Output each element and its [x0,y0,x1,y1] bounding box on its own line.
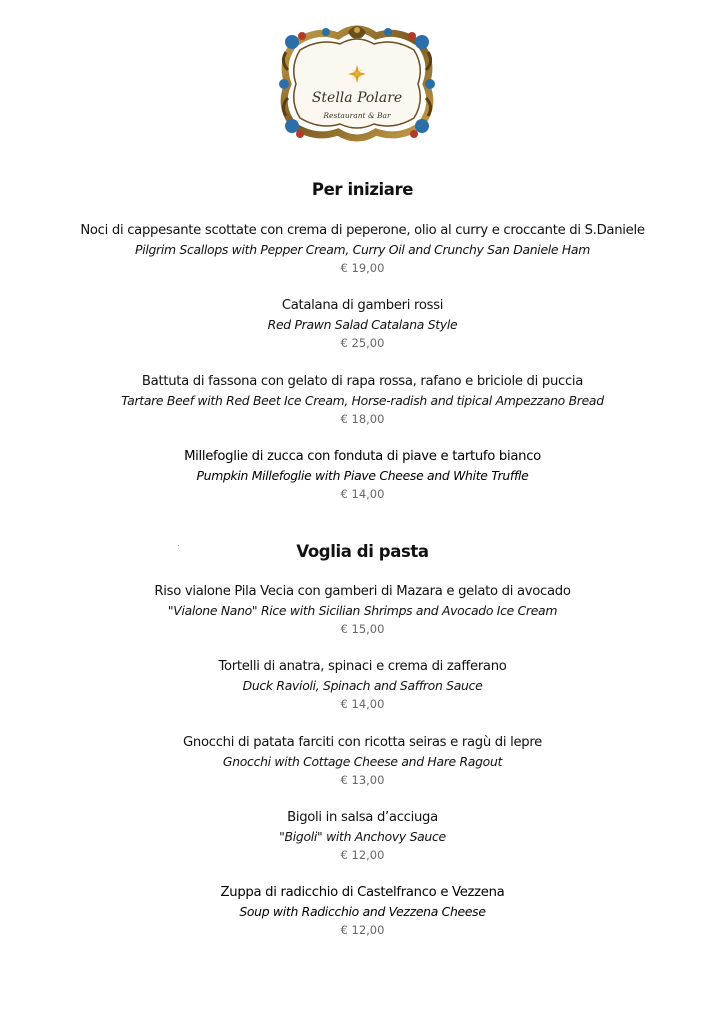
menu-item [0,296,725,353]
dish-name-english: Pumpkin Millefoglie with Piave Cheese and White Truffle [196,468,529,483]
menu-item [0,447,725,504]
section-title-voglia-di-pasta: Voglia di pasta [296,542,429,561]
dish-name-italian: Riso vialone Pila Vecia con gamberi di Mazara e gelato di avocado [154,584,571,599]
dish-name-english: "Vialone Nano" Rice with Sicilian Shrimps and Avocado Ice Cream [167,603,558,618]
dish-name-english: Gnocchi with Cottage Cheese and Hare Ragout [222,754,503,769]
dish-name-italian: Battuta di fassona con gelato di rapa rossa, rafano e briciole di puccia [141,374,584,389]
dish-price: € 12,00 [340,848,385,862]
menu-item [0,883,725,940]
section-title-per-iniziare: Per iniziare [311,180,414,199]
ornate-frame-icon [276,22,438,146]
dish-name-italian: Bigoli in salsa d’acciuga [287,810,438,825]
dish-price: € 25,00 [340,336,385,350]
dish-price: € 13,00 [340,773,385,787]
menu-item [0,582,725,639]
dish-name-italian: Millefoglie di zucca con fonduta di piave e tartufo bianco [184,449,541,464]
logo-subtitle: Restaurant & Bar [323,111,391,120]
dish-name-italian: Zuppa di radicchio di Castelfranco e Vezzena [220,885,505,900]
dish-price: € 15,00 [340,622,385,636]
dish-price: € 18,00 [340,412,385,426]
dish-name-english: Duck Ravioli, Spinach and Saffron Sauce [242,678,483,693]
menu-item [0,221,725,278]
menu-item [0,657,725,714]
dish-name-italian: Tortelli di anatra, spinaci e crema di zafferano [218,659,507,674]
dish-name-english: Pilgrim Scallops with Pepper Cream, Curry Oil and Crunchy San Daniele Ham [135,242,590,257]
dish-name-italian: Noci di cappesante scottate con crema di peperone, olio al curry e croccante di S.Daniele [80,223,645,238]
dish-price: € 14,00 [340,487,385,501]
dish-name-english: "Bigoli" with Anchovy Sauce [279,829,446,844]
dish-price: € 12,00 [340,923,385,937]
dish-name-italian: Catalana di gamberi rossi [281,298,444,313]
restaurant-logo [276,22,438,146]
menu-item [0,372,725,429]
dish-price: € 19,00 [340,261,385,275]
dish-price: € 14,00 [340,697,385,711]
dish-name-english: Tartare Beef with Red Beet Ice Cream, Horse-radish and tipical Ampezzano Bread [121,393,604,408]
menu-item [0,808,725,865]
dish-name-english: Red Prawn Salad Catalana Style [267,317,458,332]
logo-title: Stella Polare [311,90,403,106]
dish-name-english: Soup with Radicchio and Vezzena Cheese [239,904,486,919]
menu-item [0,733,725,790]
dish-name-italian: Gnocchi di patata farciti con ricotta seiras e ragù di lepre [183,735,542,750]
